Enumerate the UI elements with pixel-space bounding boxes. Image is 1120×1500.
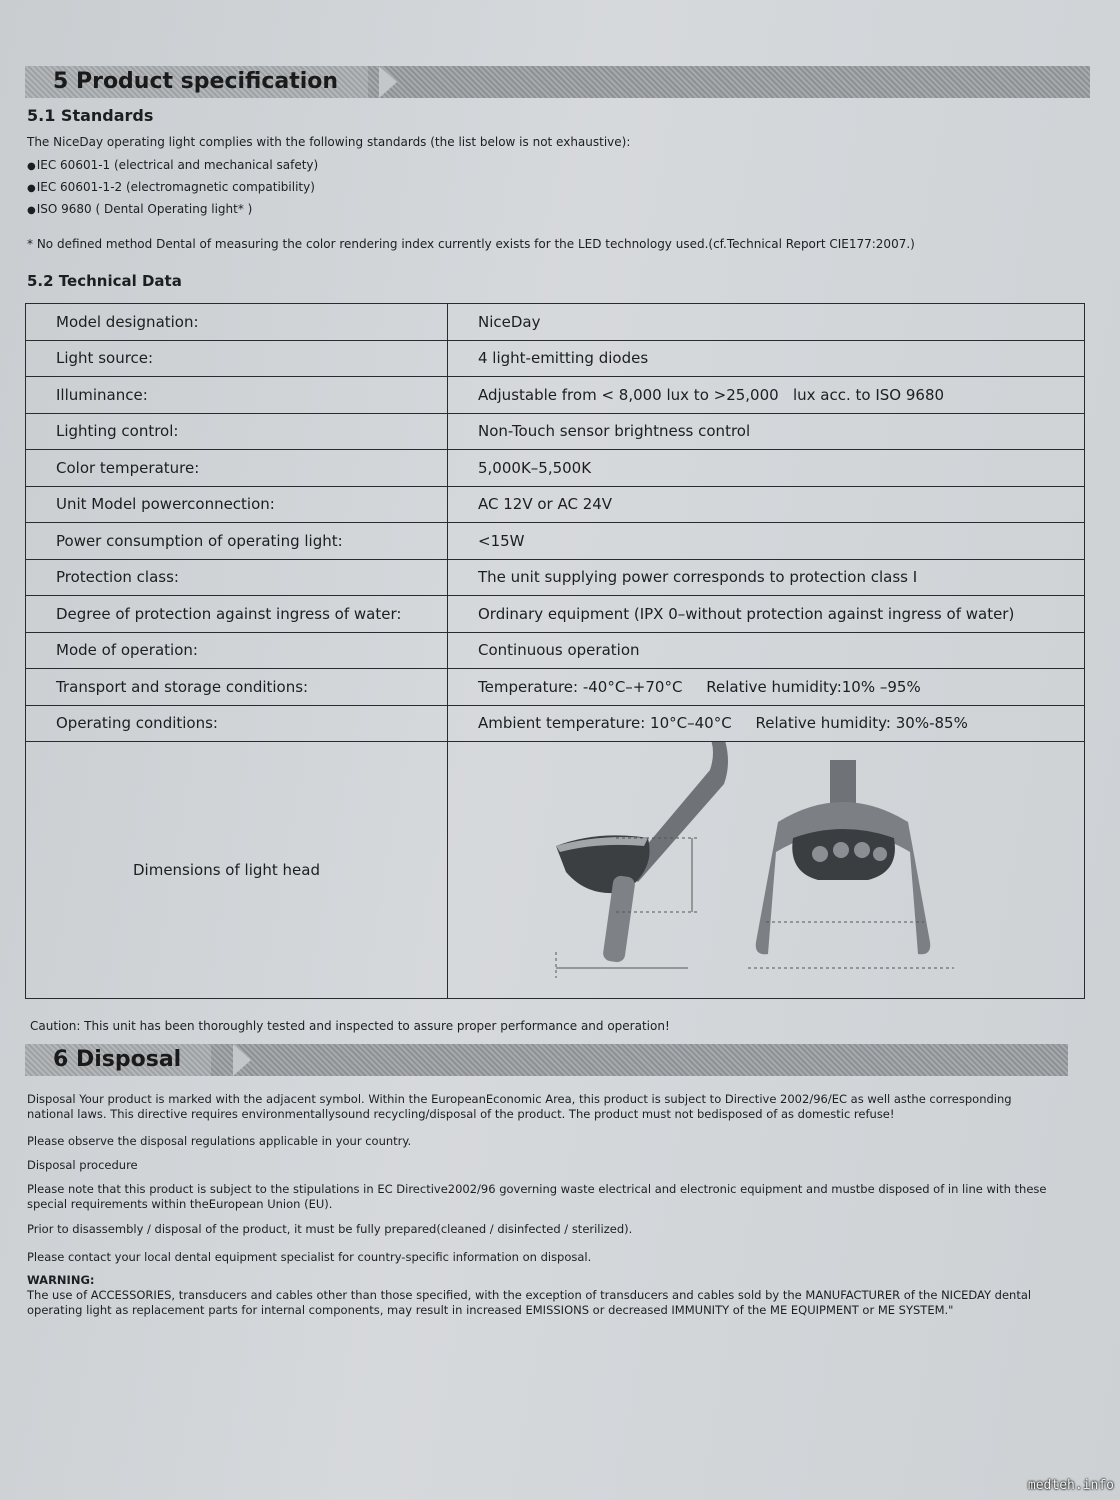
spec-label: Degree of protection against ingress of water:: [26, 596, 448, 633]
light-head-side-view: [556, 742, 728, 978]
section6-header-arrow: [233, 1044, 251, 1076]
disposal-procedure-heading: Disposal procedure: [27, 1158, 138, 1172]
section5-title: 5 Product specification: [25, 66, 368, 98]
spec-value: Temperature: -40°C–+70°C Relative humidity:10% –95%: [448, 669, 1085, 706]
spec-row: [26, 413, 1085, 450]
spec-row: [26, 705, 1085, 742]
watermark: medteh.info: [1027, 1478, 1114, 1493]
spec-row: [26, 523, 1085, 560]
dimensions-label: Dimensions of light head: [132, 861, 320, 879]
spec-row: [26, 486, 1085, 523]
spec-label: Unit Model powerconnection:: [26, 486, 448, 523]
spec-row: [26, 669, 1085, 706]
spec-row: [26, 340, 1085, 377]
spec-label: Lighting control:: [26, 413, 448, 450]
standards-intro: The NiceDay operating light complies with the following standards (the list below is not exhaustive):: [27, 135, 631, 149]
spec-value: Non-Touch sensor brightness control: [448, 413, 1085, 450]
spec-row: [26, 632, 1085, 669]
spec-label: Mode of operation:: [26, 632, 448, 669]
standards-heading: 5.1 Standards: [27, 106, 154, 125]
spec-value: Adjustable from < 8,000 lux to >25,000 lux acc. to ISO 9680: [448, 377, 1085, 414]
spec-value: Ordinary equipment (IPX 0–without protection against ingress of water): [448, 596, 1085, 633]
section5-header: [25, 66, 1090, 98]
warning-title: WARNING:: [27, 1273, 95, 1287]
dimensions-label-cell: [26, 742, 448, 999]
spec-label: Light source:: [26, 340, 448, 377]
spec-value: The unit supplying power corresponds to protection class I: [448, 559, 1085, 596]
caution-note: Caution: This unit has been thoroughly tested and inspected to assure proper performance and operation!: [30, 1019, 670, 1033]
standard-item-3: ● ISO 9680 ( Dental Operating light* ): [27, 198, 252, 222]
spec-label: Transport and storage conditions:: [26, 669, 448, 706]
section5-header-arrow: [379, 66, 397, 98]
disposal-paragraph-5: Prior to disassembly / disposal of the product, it must be fully prepared(cleaned / disinfected / sterilized).: [27, 1222, 633, 1236]
dimensions-figure-cell: [448, 742, 1085, 999]
spec-label: Color temperature:: [26, 450, 448, 487]
spec-label: Operating conditions:: [26, 705, 448, 742]
spec-value: Ambient temperature: 10°C–40°C Relative humidity: 30%-85%: [448, 705, 1085, 742]
spec-label: Model designation:: [26, 304, 448, 341]
spec-value: <15W: [448, 523, 1085, 560]
disposal-paragraph-1: Disposal Your product is marked with the adjacent symbol. Within the EuropeanEconomic Area, this product is subject to Directive 2002/96/EC as well asthe corresponding national laws. This directive requires environmentallysound recycling/disposal of the product. The product must not bedisposed of as domestic refuse!: [27, 1092, 1012, 1121]
light-head-drawing: [448, 742, 1084, 998]
dimensions-row: [26, 742, 1085, 999]
warning-text: The use of ACCESSORIES, transducers and cables other than those specified, with the exception of transducers and cables sold by the MANUFACTURER of the NICEDAY dental operating light as replacement parts for internal components, may result in increased EMISSIONS or decreased IMMUNITY of the ME EQUIPMENT or ME SYSTEM.": [27, 1288, 1032, 1317]
spec-value: NiceDay: [448, 304, 1085, 341]
technical-data-heading: 5.2 Technical Data: [27, 272, 182, 290]
spec-row: [26, 377, 1085, 414]
section6-title: 6 Disposal: [25, 1044, 211, 1076]
spec-value: 4 light-emitting diodes: [448, 340, 1085, 377]
standard-item-2: ● IEC 60601-1-2 (electromagnetic compatibility): [27, 176, 315, 200]
spec-label: Illuminance:: [26, 377, 448, 414]
spec-row: [26, 596, 1085, 633]
light-head-front-view: [748, 760, 954, 968]
spec-row: [26, 559, 1085, 596]
disposal-paragraph-6: Please contact your local dental equipment specialist for country-specific information on disposal.: [27, 1250, 592, 1264]
standards-footnote: * No defined method Dental of measuring the color rendering index currently exists for the LED technology used.(cf.Technical Report CIE177:2007.): [27, 237, 915, 251]
spec-row: [26, 450, 1085, 487]
section6-header: [25, 1044, 1068, 1076]
spec-row: [26, 304, 1085, 341]
spec-value: 5,000K–5,500K: [448, 450, 1085, 487]
disposal-paragraph-2: Please observe the disposal regulations applicable in your country.: [27, 1134, 412, 1148]
technical-data-table: [25, 303, 1085, 999]
spec-value: AC 12V or AC 24V: [448, 486, 1085, 523]
spec-label: Power consumption of operating light:: [26, 523, 448, 560]
standard-item-1: ● IEC 60601-1 (electrical and mechanical safety): [27, 154, 318, 178]
spec-value: Continuous operation: [448, 632, 1085, 669]
disposal-paragraph-4: Please note that this product is subject to the stipulations in EC Directive2002/96 governing waste electrical and electronic equipment and mustbe disposed of in line with these special requirements within theEuropean Union (EU).: [27, 1182, 1047, 1211]
spec-label: Protection class:: [26, 559, 448, 596]
